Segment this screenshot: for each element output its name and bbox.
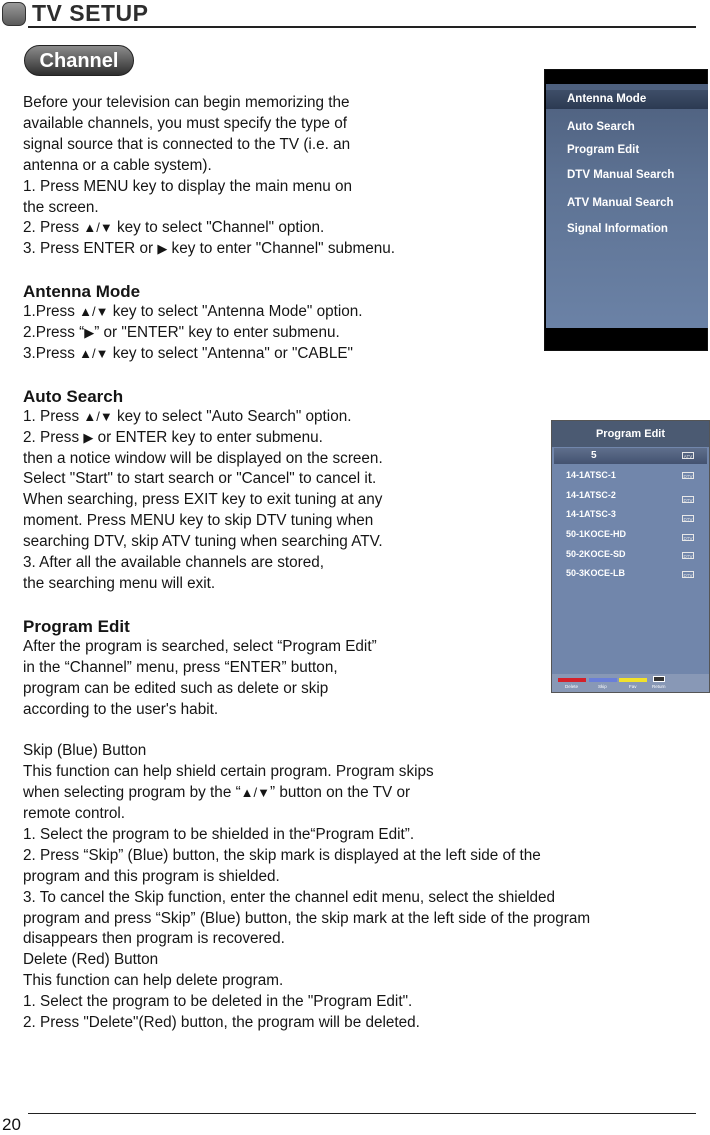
- page-number: 20: [2, 1115, 21, 1134]
- menu-item-atv-manual-search[interactable]: ATV Manual Search: [567, 197, 674, 209]
- skip-line: remote control.: [23, 805, 126, 823]
- program-edit-screen: [551, 420, 710, 693]
- intro-line: antenna or a cable system).: [23, 156, 212, 174]
- section-badge: Channel: [24, 45, 134, 76]
- up-down-arrows-icon: ▲/▼: [83, 408, 113, 424]
- channel-type-tag: DTV: [683, 573, 693, 578]
- auto-search-heading: Auto Search: [23, 386, 124, 406]
- right-arrow-icon: ▶: [83, 429, 94, 445]
- antenna-step: 1.Press ▲/▼ key to select "Antenna Mode" option.: [23, 303, 363, 321]
- channel-type-tag: DTV: [683, 554, 693, 559]
- delete-line: 1. Select the program to be deleted in the "Program Edit".: [23, 993, 413, 1011]
- skip-line: disappears then program is recovered.: [23, 930, 285, 948]
- fav-color-key: [619, 678, 647, 682]
- program-edit-line: in the “Channel” menu, press “ENTER” button,: [23, 658, 338, 676]
- auto-search-step: 2. Press ▶ or ENTER key to enter submenu.: [23, 428, 323, 446]
- program-edit-title: Program Edit: [552, 421, 709, 447]
- up-down-arrows-icon: ▲/▼: [240, 785, 271, 801]
- intro-line: signal source that is connected to the TV (i.e. an: [23, 135, 351, 153]
- skip-line: program and press “Skip” (Blue) button, the skip mark at the left side of the program: [23, 909, 591, 927]
- delete-line: Delete (Red) Button: [23, 951, 159, 969]
- skip-line: 2. Press “Skip” (Blue) button, the skip mark is displayed at the left side of the: [23, 846, 541, 864]
- delete-color-key: [558, 678, 586, 682]
- skip-line: 3. To cancel the Skip function, enter the channel edit menu, select the shielded: [23, 888, 556, 906]
- program-row[interactable]: 50-2KOCE-SD: [566, 549, 626, 559]
- footer-rule: [28, 1113, 696, 1114]
- intro-step: 3. Press ENTER or ▶ key to enter "Channel" submenu.: [23, 240, 396, 258]
- delete-label[interactable]: Delete: [565, 684, 579, 689]
- intro-step: 2. Press ▲/▼ key to select "Channel" option.: [23, 219, 325, 237]
- return-label[interactable]: Return: [652, 684, 666, 689]
- menu-item-signal-information[interactable]: Signal Information: [567, 223, 668, 235]
- auto-search-step: 1. Press ▲/▼ key to select "Auto Search" option.: [23, 407, 352, 425]
- channel-type-tag: ATV: [683, 454, 693, 459]
- antenna-step: 3.Press ▲/▼ key to select "Antenna" or "CABLE": [23, 344, 353, 362]
- skip-line: program and this program is shielded.: [23, 867, 280, 885]
- header-icon: [2, 2, 26, 26]
- auto-search-line: then a notice window will be displayed on the screen.: [23, 449, 383, 467]
- menu-item-auto-search[interactable]: Auto Search: [567, 121, 635, 133]
- channel-menu-screen: [544, 69, 708, 351]
- channel-type-tag: DTV: [683, 536, 693, 541]
- auto-search-line: searching DTV, skip ATV tuning when searching ATV.: [23, 533, 383, 551]
- up-down-arrows-icon: ▲/▼: [79, 345, 109, 361]
- up-down-arrows-icon: ▲/▼: [79, 304, 109, 320]
- auto-search-line: moment. Press MENU key to skip DTV tuning when: [23, 512, 374, 530]
- skip-label[interactable]: Skip: [598, 684, 607, 689]
- program-edit-heading: Program Edit: [23, 616, 130, 636]
- auto-search-line: Select "Start" to start search or "Cancel" to cancel it.: [23, 470, 377, 488]
- program-row[interactable]: 14-1ATSC-1: [566, 470, 616, 480]
- right-arrow-icon: ▶: [84, 325, 95, 341]
- program-edit-footer: [552, 674, 709, 692]
- channel-type-tag: DTV: [683, 498, 693, 503]
- skip-title: Skip (Blue) Button: [23, 742, 147, 760]
- menu-item-antenna-mode[interactable]: Antenna Mode: [567, 93, 647, 105]
- intro-line: 1. Press MENU key to display the main menu on: [23, 177, 353, 195]
- skip-color-key: [589, 678, 617, 682]
- up-down-arrows-icon: ▲/▼: [83, 220, 113, 236]
- menu-item-program-edit[interactable]: Program Edit: [567, 144, 640, 156]
- channel-menu-panel: [546, 84, 708, 328]
- skip-line: This function can help shield certain program. Program skips: [23, 763, 434, 781]
- auto-search-line: the searching menu will exit.: [23, 575, 216, 592]
- program-edit-line: program can be edited such as delete or skip: [23, 679, 329, 697]
- right-arrow-icon: ▶: [157, 241, 168, 257]
- auto-search-line: 3. After all the available channels are stored,: [23, 554, 325, 572]
- delete-line: This function can help delete program.: [23, 972, 284, 990]
- skip-line: 1. Select the program to be shielded in the“Program Edit”.: [23, 825, 415, 843]
- auto-search-line: When searching, press EXIT key to exit tuning at any: [23, 491, 383, 509]
- program-row[interactable]: 14-1ATSC-2: [566, 490, 616, 500]
- antenna-step: 2.Press “▶” or "ENTER" key to enter submenu.: [23, 324, 340, 342]
- return-icon: [653, 676, 665, 682]
- antenna-heading: Antenna Mode: [23, 282, 141, 302]
- fav-label[interactable]: Fav: [629, 684, 637, 689]
- delete-line: 2. Press "Delete"(Red) button, the program will be deleted.: [23, 1014, 420, 1032]
- skip-line: when selecting program by the “▲/▼” button on the TV or: [23, 784, 411, 802]
- program-edit-line: according to the user's habit.: [23, 700, 219, 718]
- program-row[interactable]: 50-3KOCE-LB: [566, 568, 626, 578]
- intro-line: Before your television can begin memorizing the: [23, 94, 350, 111]
- intro-line: the screen.: [23, 198, 99, 216]
- intro-line: available channels, you must specify the type of: [23, 114, 347, 132]
- page-title: TV SETUP: [32, 0, 149, 26]
- program-row[interactable]: 50-1KOCE-HD: [566, 529, 627, 539]
- header-rule: [28, 26, 696, 28]
- program-edit-line: After the program is searched, select “Program Edit”: [23, 637, 377, 655]
- manual-text: [23, 93, 590, 1034]
- program-row[interactable]: 14-1ATSC-3: [566, 509, 616, 519]
- menu-item-dtv-manual-search[interactable]: DTV Manual Search: [567, 169, 675, 181]
- selected-program-number: 5: [591, 450, 597, 461]
- channel-type-tag: DTV: [683, 517, 693, 522]
- channel-type-tag: DTV: [683, 474, 693, 479]
